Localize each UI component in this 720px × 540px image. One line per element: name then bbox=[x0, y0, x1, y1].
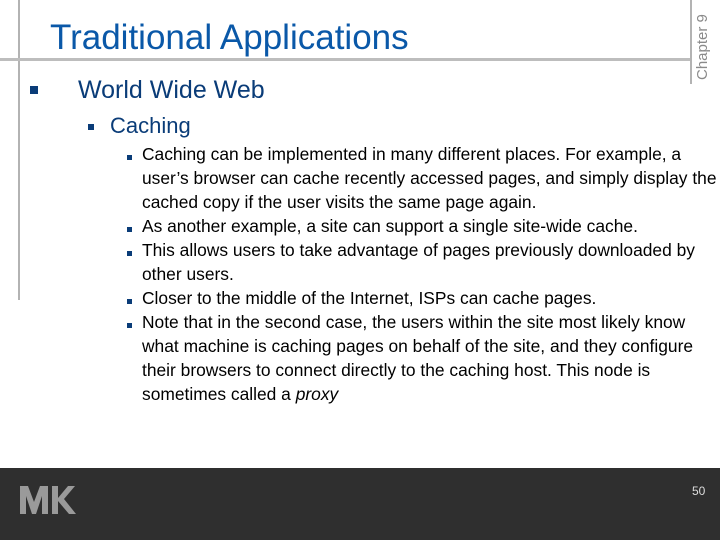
level1-bullet-icon bbox=[30, 86, 38, 94]
bullet-icon bbox=[127, 155, 132, 160]
item-text: Note that in the second case, the users within the site most likely know what machine is caching pages on behalf of the site, and they configure their browsers to connect directly to the caching host. This node is sometimes called a bbox=[142, 312, 694, 404]
slide-title: Traditional Applications bbox=[50, 18, 409, 57]
chapter-tab bbox=[692, 0, 718, 84]
item-text: As another example, a site can support a single site-wide cache. bbox=[142, 216, 638, 236]
bullet-icon bbox=[127, 323, 132, 328]
page-number: 50 bbox=[692, 484, 706, 498]
chapter-label: Chapter 9 bbox=[694, 14, 711, 80]
level1-heading: World Wide Web bbox=[78, 76, 265, 104]
level2-heading: Caching bbox=[110, 113, 191, 138]
footer-bar bbox=[0, 468, 720, 540]
publisher-logo-icon bbox=[18, 480, 78, 520]
bullet-icon bbox=[127, 251, 132, 256]
bullet-icon bbox=[127, 227, 132, 232]
list-item bbox=[127, 310, 717, 406]
left-rule bbox=[18, 0, 20, 300]
list-item bbox=[127, 214, 717, 238]
list-item bbox=[127, 142, 717, 214]
list-item bbox=[127, 238, 717, 286]
bullet-icon bbox=[127, 299, 132, 304]
bullet-list bbox=[127, 142, 717, 406]
title-rule bbox=[0, 58, 690, 61]
list-item bbox=[127, 286, 717, 310]
level2-bullet-icon bbox=[88, 124, 94, 130]
item-text: This allows users to take advantage of pages previously downloaded by other users. bbox=[142, 240, 695, 284]
item-text: Closer to the middle of the Internet, ISPs can cache pages. bbox=[142, 288, 597, 308]
proxy-term: proxy bbox=[295, 384, 339, 404]
item-text: Caching can be implemented in many different places. For example, a user’s browser can cache recently accessed pages, and simply display the cached copy if the user visits the same page again. bbox=[142, 144, 717, 212]
